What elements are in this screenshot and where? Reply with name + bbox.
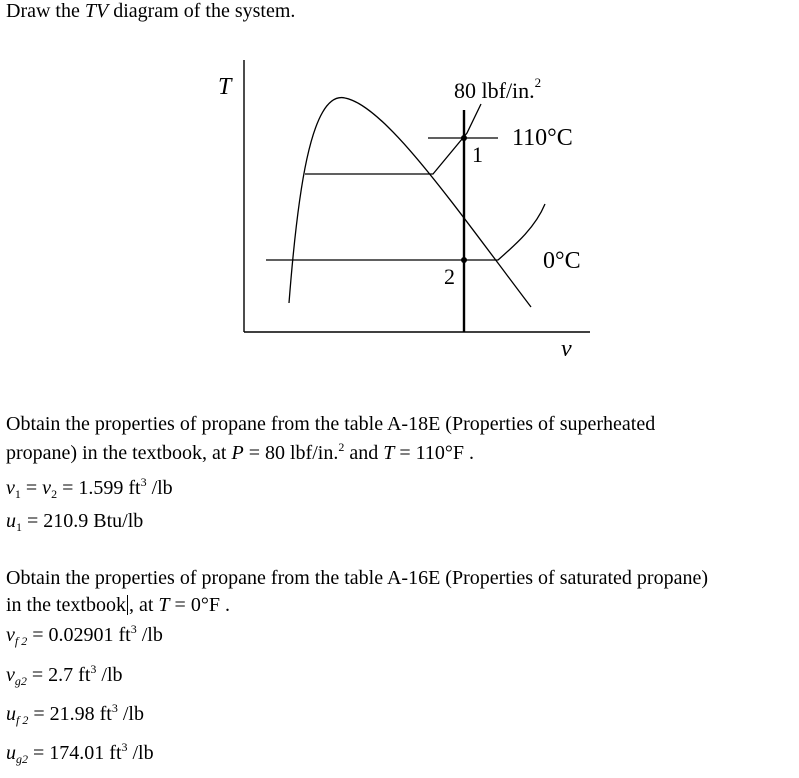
unit: /lb xyxy=(96,664,123,686)
value: = 1.599 ft xyxy=(57,477,141,499)
subscript: g2 xyxy=(16,752,28,766)
unit: /lb xyxy=(146,477,173,499)
value: = 21.98 ft xyxy=(28,703,112,725)
unit: /lb xyxy=(127,742,154,764)
heading-prefix: Draw the xyxy=(6,0,85,22)
state-2-point xyxy=(461,257,467,263)
subscript: 2 xyxy=(51,487,58,501)
and-word: and xyxy=(344,442,384,464)
equation-vf2 xyxy=(6,622,163,648)
value: = 0.02901 ft xyxy=(27,624,131,646)
exponent: 3 xyxy=(90,662,97,676)
subscript: 1 xyxy=(16,520,22,534)
subscript: f 2 xyxy=(16,713,29,727)
pressure-value: = 80 lbf/in. xyxy=(243,442,339,464)
value: = 174.01 ft xyxy=(28,742,122,764)
subscript: g2 xyxy=(14,674,27,688)
exponent: 3 xyxy=(121,740,128,754)
state-1-point xyxy=(461,135,467,141)
low-pressure-isobar xyxy=(266,204,545,260)
section2-line2-a: in the textbook xyxy=(6,594,126,616)
t-axis-label: T xyxy=(218,74,232,100)
saturation-dome xyxy=(289,98,531,307)
u-symbol: u xyxy=(6,742,16,764)
value: = 210.9 Btu/lb xyxy=(22,510,144,532)
subscript: 1 xyxy=(14,487,21,501)
unit: /lb xyxy=(136,624,163,646)
subscript: f 2 xyxy=(14,634,28,648)
temp-low-label: 0°C xyxy=(543,248,581,274)
unit: /lb xyxy=(117,703,144,725)
exponent: 3 xyxy=(111,701,118,715)
state-1-label: 1 xyxy=(472,142,483,167)
high-pressure-isobar xyxy=(305,104,481,174)
equation-uf2 xyxy=(6,701,144,727)
equation-u1 xyxy=(6,508,143,534)
temperature-symbol: T xyxy=(158,594,170,616)
v-symbol: v xyxy=(42,477,52,499)
section2-line1: Obtain the properties of propane from the table A-16E (Properties of saturated propane) xyxy=(6,567,708,589)
value: = 2.7 ft xyxy=(26,664,91,686)
equation-vg2 xyxy=(6,662,123,688)
v-symbol: v xyxy=(6,477,15,499)
temperature-value: = 110°F . xyxy=(394,442,475,464)
heading-suffix: diagram of the system. xyxy=(108,0,296,22)
section1-line2 xyxy=(6,440,474,466)
equation-v1-v2 xyxy=(6,475,173,501)
heading-italic: TV xyxy=(84,0,109,22)
v-symbol: v xyxy=(6,624,15,646)
tv-diagram xyxy=(0,0,799,380)
v-axis-label: v xyxy=(561,336,572,362)
exponent: 3 xyxy=(140,475,147,489)
pressure-symbol: P xyxy=(231,442,244,464)
section2-line2-b: , at xyxy=(128,594,159,616)
equation-ug2 xyxy=(6,740,154,766)
section1-line2-prefix: propane) in the textbook, at xyxy=(6,442,232,464)
temperature-symbol: T xyxy=(383,442,395,464)
exponent: 3 xyxy=(130,622,137,636)
equals: = xyxy=(20,477,43,499)
section2-line2 xyxy=(6,592,230,618)
v-symbol: v xyxy=(6,664,15,686)
u-symbol: u xyxy=(6,703,16,725)
u-symbol: u xyxy=(6,510,16,532)
pressure-label: 80 lbf/in.$^2$ xyxy=(454,75,542,103)
pressure-exponent: 2 xyxy=(338,440,345,454)
section1-line1: Obtain the properties of propane from the table A-18E (Properties of superheated xyxy=(6,413,656,435)
temperature-value: = 0°F . xyxy=(169,594,230,616)
temp-high-label: 110°C xyxy=(512,125,573,151)
text-cursor xyxy=(127,595,128,615)
state-2-label: 2 xyxy=(444,264,455,289)
